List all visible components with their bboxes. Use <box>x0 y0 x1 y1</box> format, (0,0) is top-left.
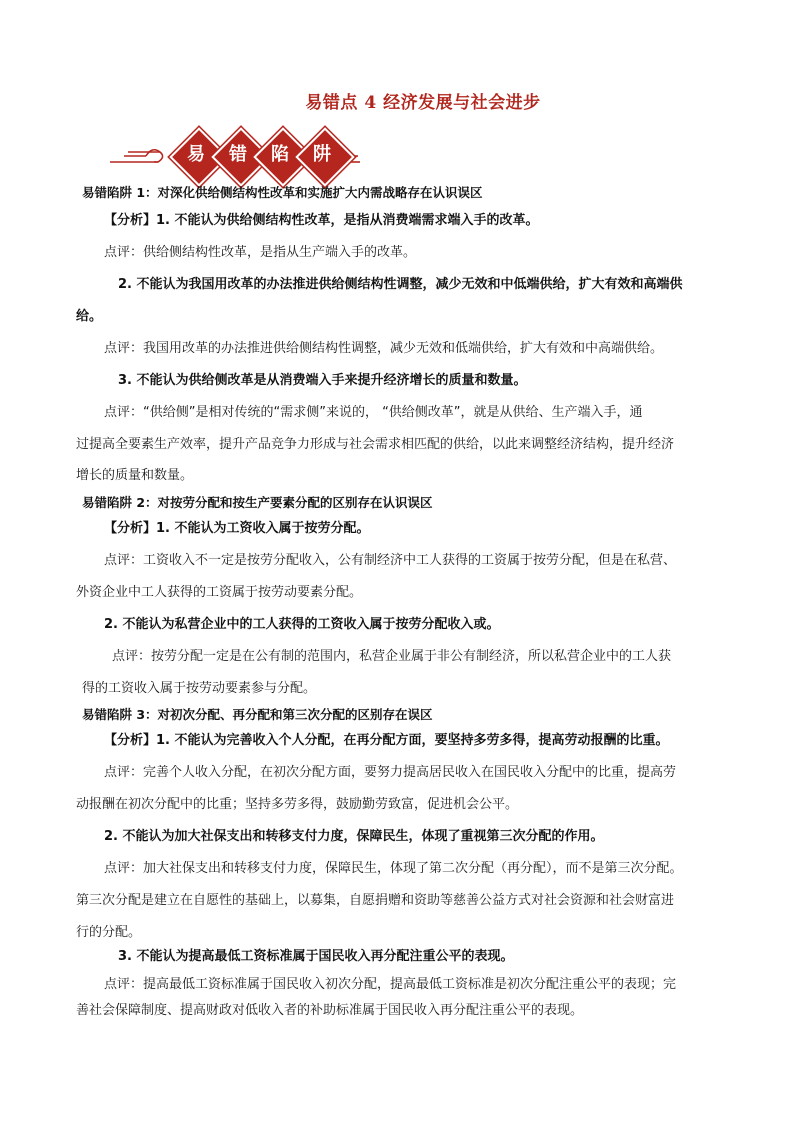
comment-line: 增长的质量和数量。 <box>76 468 194 483</box>
analysis-line: 2. 不能认为加大社保支出和转移支付力度，保障民生，体现了重视第三次分配的作用。 <box>104 829 604 844</box>
comment-line: 过提高全要素生产效率，提升产品竞争力形成与社会需求相匹配的供给，以此来调整经济结构，提升经济 <box>76 437 675 452</box>
trap-heading: 易错陷阱 1：对深化供给侧结构性改革和实施扩大内需战略存在认识误区 <box>82 185 483 200</box>
analysis-line: 【分析】1. 不能认为完善收入个人分配，在再分配方面，要坚持多劳多得，提高劳动报酬的比重。 <box>104 733 669 748</box>
comment-line: 点评：按劳分配一定是在公有制的范围内，私营企业属于非公有制经济，所以私营企业中的工人获 <box>112 649 672 664</box>
comment-line: 点评：完善个人收入分配，在初次分配方面，要努力提高居民收入在国民收入分配中的比重，提高劳 <box>104 765 677 780</box>
comment-line: 点评：供给侧结构性改革，是指从生产端入手的改革。 <box>104 245 417 260</box>
comment-line: 善社会保障制度、提高财政对低收入者的补助标准属于国民收入再分配注重公平的表现。 <box>76 1003 584 1018</box>
comment-line: 点评：“供给侧”是相对传统的“需求侧”来说的， “供给侧改革”，就是从供给、生产端入手，通 <box>104 405 643 420</box>
comment-line: 外资企业中工人获得的工资属于按劳动要素分配。 <box>76 585 363 600</box>
comment-line: 第三次分配是建立在自愿性的基础上，以募集，自愿捐赠和资助等慈善公益方式对社会资源和社会财富进 <box>76 893 675 908</box>
analysis-line: 2. 不能认为私营企业中的工人获得的工资收入属于按劳分配收入或。 <box>104 617 500 632</box>
analysis-line: 给。 <box>76 309 103 324</box>
comment-line: 点评：工资收入不一定是按劳分配收入，公有制经济中工人获得的工资属于按劳分配，但是在私营、 <box>104 553 677 568</box>
badge-char-4: 阱 <box>313 144 331 165</box>
comment-line: 动报酬在初次分配中的比重；坚持多劳多得，鼓励勤劳致富，促进机会公平。 <box>76 797 519 812</box>
analysis-line: 【分析】1. 不能认为供给侧结构性改革，是指从消费端需求端入手的改革。 <box>104 213 539 228</box>
comment-line: 点评：加大社保支出和转移支付力度，保障民生，体现了第二次分配（再分配），而不是第三次分配。 <box>104 861 683 876</box>
badge-char-1: 易 <box>187 144 205 165</box>
comment-line: 点评：提高最低工资标准属于国民收入初次分配，提高最低工资标准是初次分配注重公平的表现；完 <box>104 977 677 992</box>
comment-line: 点评：我国用改革的办法推进供给侧结构性调整，减少无效和低端供给，扩大有效和中高端供给。 <box>104 341 664 356</box>
page-title: 易错点 4 经济发展与社会进步 <box>305 93 541 113</box>
analysis-line: 【分析】1. 不能认为工资收入属于按劳分配。 <box>104 521 370 536</box>
trap-heading: 易错陷阱 3：对初次分配、再分配和第三次分配的区别存在误区 <box>82 707 433 722</box>
badge-char-3: 陷 <box>271 144 289 165</box>
trap-heading: 易错陷阱 2：对按劳分配和按生产要素分配的区别存在认识误区 <box>82 495 433 510</box>
comment-line: 得的工资收入属于按劳动要素参与分配。 <box>82 681 317 696</box>
badge-char-2: 错 <box>229 144 247 165</box>
analysis-line: 3. 不能认为提高最低工资标准属于国民收入再分配注重公平的表现。 <box>118 949 514 964</box>
error-traps-banner <box>110 128 360 180</box>
analysis-line: 3. 不能认为供给侧改革是从消费端入手来提升经济增长的质量和数量。 <box>118 373 527 388</box>
comment-line: 行的分配。 <box>76 925 142 940</box>
analysis-line: 2. 不能认为我国用改革的办法推进供给侧结构性调整，减少无效和中低端供给，扩大有效和高端供 <box>118 277 683 292</box>
